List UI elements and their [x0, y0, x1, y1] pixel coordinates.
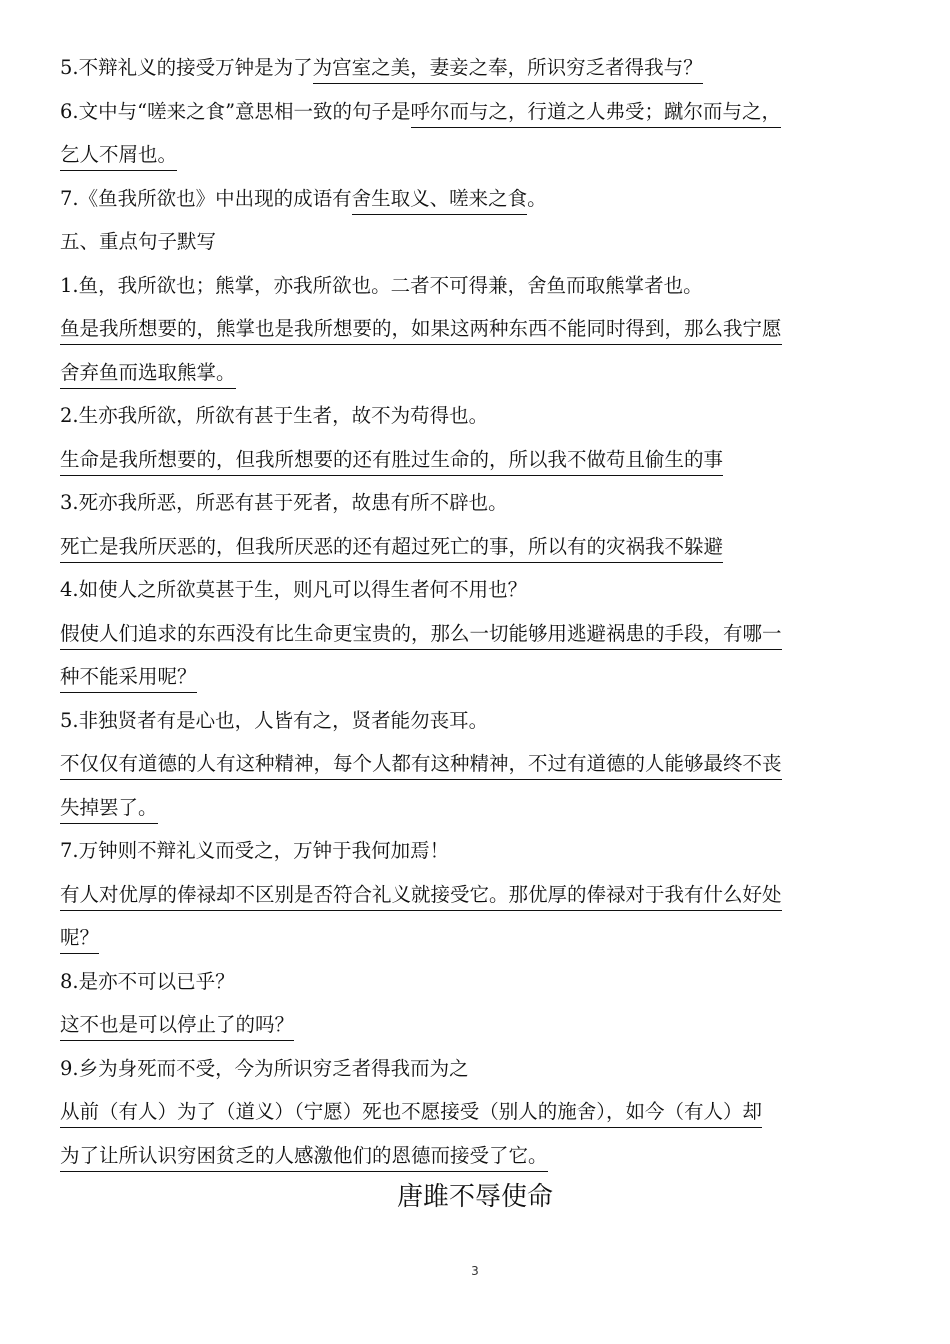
- question-5: [60, 46, 898, 90]
- sentence-translation: [60, 916, 898, 960]
- question-6-answer-line1: 呼尔而与之，行道之人弗受；蹴尔而与之，: [411, 99, 782, 128]
- question-5-answer: 为宫室之美，妻妾之奉，所识穷乏者得我与？: [313, 55, 703, 84]
- sentence-original: 4.如使人之所欲莫甚于生，则凡可以得生者何不用也？: [60, 578, 528, 601]
- translation-line: 这不也是可以停止了的吗？: [60, 1012, 294, 1041]
- translation-line: 鱼是我所想要的，熊掌也是我所想要的，如果这两种东西不能同时得到，那么我宁愿: [60, 316, 782, 345]
- question-5-prompt: 5.不辩礼义的接受万钟是为了: [60, 56, 313, 79]
- sentence-translation: [60, 525, 898, 569]
- question-7-prompt: 7.《鱼我所欲也》中出现的成语有: [60, 186, 352, 210]
- sentence-translation: [60, 873, 898, 917]
- translation-line: 假使人们追求的东西没有比生命更宝贵的，那么一切能够用逃避祸患的手段，有哪一: [60, 621, 782, 650]
- next-lesson-title: 唐雎不辱使命: [396, 1182, 553, 1212]
- translation-line: 有人对优厚的俸禄却不区别是否符合礼义就接受它。那优厚的俸禄对于我有什么好处: [60, 882, 782, 911]
- sentence-original: 5.非独贤者有是心也，人皆有之，贤者能勿丧耳。: [60, 708, 489, 732]
- translation-line: 呢？: [60, 925, 99, 954]
- document-body: [60, 46, 898, 1177]
- translation-line: 为了让所认识穷困贫乏的人感激他们的恩德而接受了它。: [60, 1143, 548, 1172]
- page-number: 3: [471, 1264, 479, 1278]
- question-6-prompt: 6.文中与“嗟来之食”意思相一致的句子是: [60, 99, 411, 123]
- sentence-original: 1.鱼，我所欲也；熊掌，亦我所欲也。二者不可得兼，舍鱼而取熊掌者也。: [60, 273, 703, 297]
- sentence-translation: [60, 1003, 898, 1047]
- translation-line: 死亡是我所厌恶的，但我所厌恶的还有超过死亡的事，所以有的灾祸我不躲避: [60, 534, 723, 563]
- sentence-translation: [60, 1134, 898, 1178]
- sentence-translation: [60, 307, 898, 351]
- translation-line: 舍弃鱼而选取熊掌。: [60, 360, 236, 389]
- sentence-original: 7.万钟则不辩礼义而受之，万钟于我何加焉！: [60, 839, 450, 862]
- sentence-translation: [60, 786, 898, 830]
- question-6: [60, 90, 898, 134]
- translation-line: 种不能采用呢？: [60, 664, 197, 693]
- question-6-answer-line2: 乞人不屑也。: [60, 142, 177, 171]
- question-6-continued: [60, 133, 898, 177]
- sentence-translation: [60, 612, 898, 656]
- sentence-translation: [60, 1090, 898, 1134]
- translation-line: 失掉罢了。: [60, 795, 158, 824]
- question-7: [60, 177, 898, 221]
- translation-line: 从前（有人）为了（道义）（宁愿）死也不愿接受（别人的施舍），如今（有人）却: [60, 1099, 762, 1128]
- question-7-answer: 舍生取义、嗟来之食: [352, 186, 528, 215]
- translation-line: 不仅仅有道德的人有这种精神，每个人都有这种精神，不过有道德的人能够最终不丧: [60, 751, 782, 780]
- sentence-original: 8.是亦不可以已乎？: [60, 969, 235, 993]
- sentence-original: 2.生亦我所欲，所欲有甚于生者，故不为苟得也。: [60, 404, 489, 427]
- sentence-original: 3.死亦我所恶，所恶有甚于死者，故患有所不辟也。: [60, 491, 508, 514]
- sentence-translation: [60, 438, 898, 482]
- sentence-original: 9.乡为身死而不受，今为所识穷乏者得我而为之: [60, 1056, 469, 1080]
- translation-line: 生命是我所想要的，但我所想要的还有胜过生命的，所以我不做苟且偷生的事: [60, 447, 723, 476]
- sentence-translation: [60, 655, 898, 699]
- question-7-suffix: 。: [527, 186, 547, 210]
- sentence-translation: [60, 742, 898, 786]
- section-heading: 五、重点句子默写: [60, 230, 217, 253]
- sentence-translation: [60, 351, 898, 395]
